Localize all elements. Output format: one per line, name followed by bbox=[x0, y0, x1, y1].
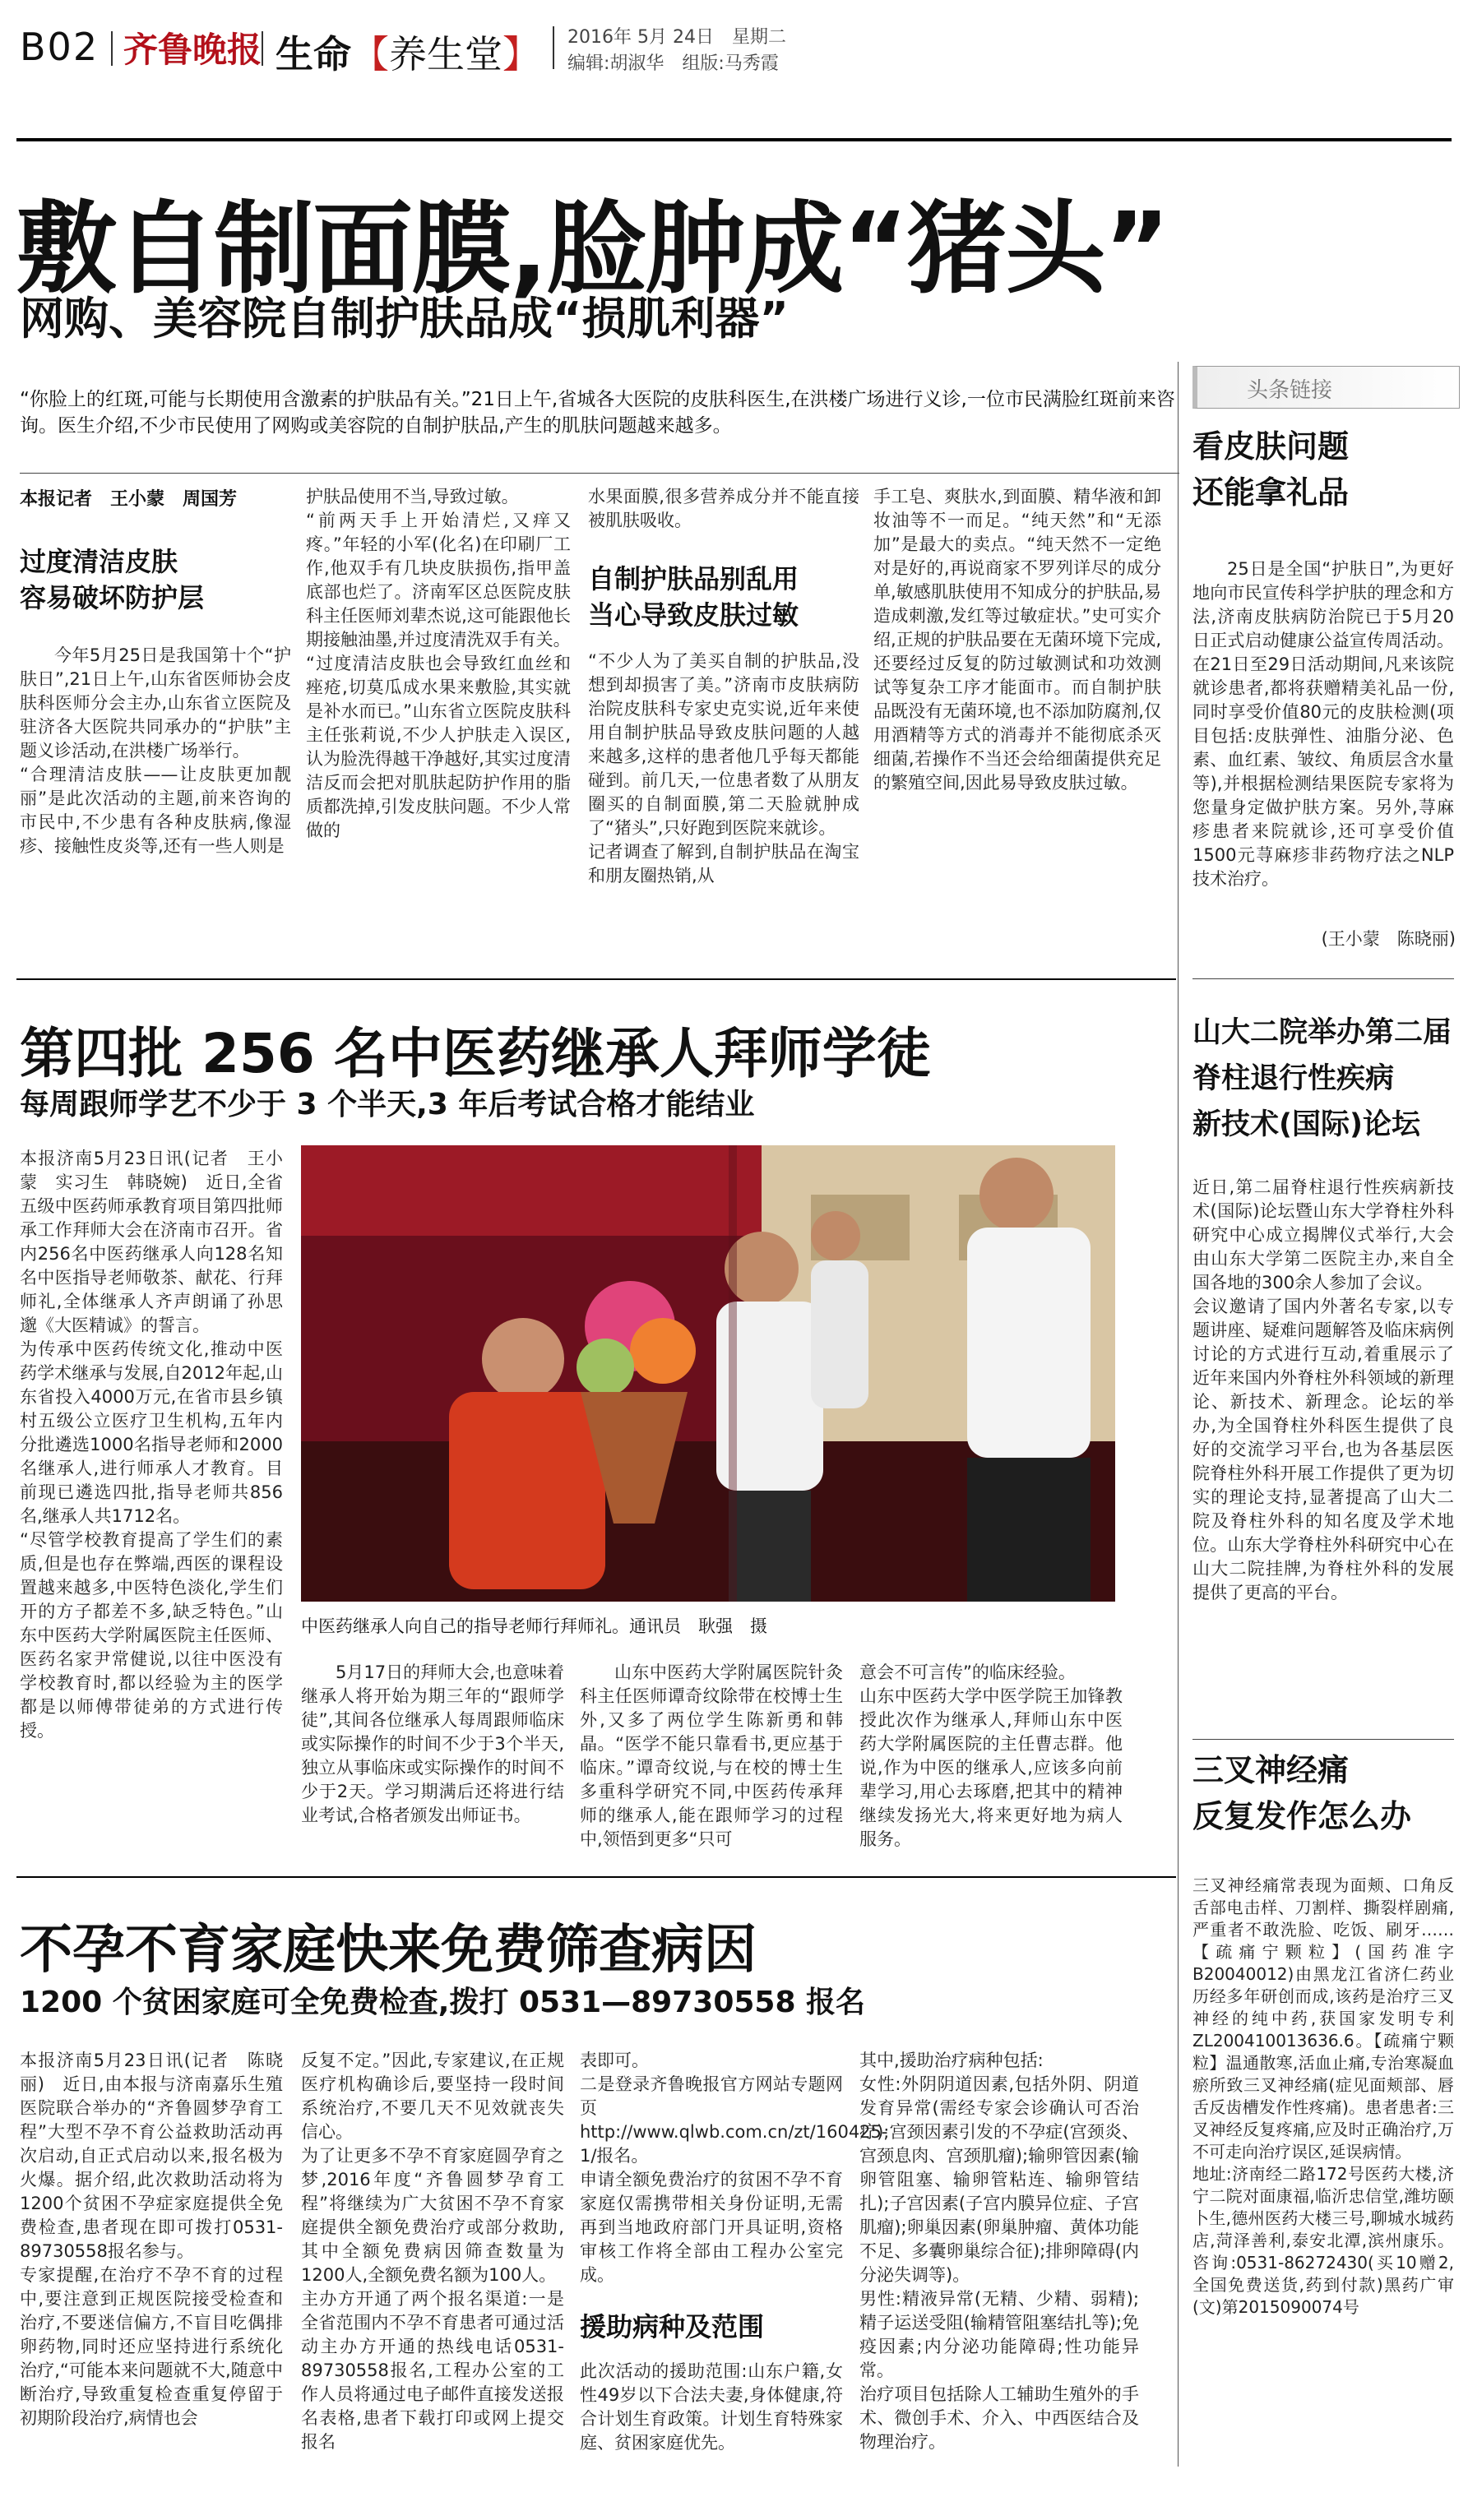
link-sticker bbox=[1192, 366, 1460, 409]
header-divider bbox=[553, 26, 554, 69]
story1-col3-text-a: 水果面膜,很多营养成分并不能直接被肌肤吸收。 bbox=[588, 487, 859, 530]
story2-headline: 第四批 256 名中医药继承人拜师学徒 bbox=[20, 1022, 931, 1085]
story1-subhead1: 过度清洁皮肤 容易破坏防护层 bbox=[20, 546, 205, 613]
side3-body: 三叉神经痛常表现为面颊、口角反舌部电击样、刀割样、撕裂样剧痛,严重者不敢洗脸、吃饭、刷牙……【疏痛宁颗粒】(国药准字B20040012)由黑龙江省济仁药业历经多年研创而成,该药是治疗三叉神经的纯中药,获国家发明专利ZL200410013636.6。【疏痛宁颗粒】温通散寒,活血止痛,专治寒凝血瘀所致三叉神经痛(症见面颊部、唇舌反齿槽发作性疼痛)。患者患者:三叉神经反复疼痛,应及时正确治疗,万不可走向治疗误区,延误病情。 地址:济南经二路172号医药大楼,济宁二院对面康福,临沂忠信堂,潍坊颐卜生,德州医药大楼三号,聊城水城药店,菏泽善利,泰安北潭,滨州康乐。咨询:0531-86272430(买10赠2,全国免费送货,药到付款)黑药广审(文)第2015090074号 bbox=[1192, 1875, 1454, 2317]
page-number: B02 bbox=[20, 25, 100, 69]
story1-headline: 敷自制面膜,脸肿成“猪头” bbox=[16, 191, 1169, 307]
sticker-label: 头条链接 bbox=[1247, 378, 1333, 403]
section-name: 生命 bbox=[276, 32, 351, 76]
story3-col2-text: 反复不定。”因此,专家建议,在正规医疗机构确诊后,要坚持一段时间系统治疗,不要几天不见效就丧失信心。 为了让更多不孕不育家庭圆孕育之梦,2016年度“齐鲁圆梦孕育工程”将继续为广大贫困不孕不育家庭提供全额免费治疗或部分救助,其中全额免费病因筛查数量为1200人,全额免费名额为100人。 主办方开通了两个报名渠道:一是全省范围内不孕不育患者可通过活动主办方开通的热线电话0531-89730558报名,工程办公室的工作人员将通过电子邮件直接发送报名表格,患者下载打印或网上提交报名 bbox=[301, 2051, 564, 2452]
story3-col1-text: 本报济南5月23日讯(记者 陈晓丽) 近日,由本报与济南嘉乐生殖医院联合举办的“齐鲁圆梦孕育工程”大型不孕不育公益救助活动再次启动,自正式启动以来,报名极为火爆。据介绍,此次救助活动将为1200个贫困不孕症家庭提供全免费检查,患者现在即可拨打0531-89730558报名参与。 专家提醒,在治疗不孕不育的过程中,要注意到正规医院接受检查和治疗,不要迷信偏方,不盲目吃偶排卵药物,同时还应坚持进行系统化治疗,“可能本来问题就不大,随意中断治疗,导致重复检查重复停留于初期阶段治疗,病情也会 bbox=[20, 2051, 283, 2428]
issue-date: 2016年 5月 24日 星期二 bbox=[567, 27, 786, 48]
side-rule bbox=[1192, 978, 1454, 979]
section-subname: 养生堂 bbox=[389, 32, 502, 76]
story1-col3 bbox=[588, 485, 859, 888]
photo-caption: 中医药继承人向自己的指导老师行拜师礼。通讯员 耿强 摄 bbox=[301, 1616, 767, 1636]
story2-rule bbox=[16, 978, 1176, 980]
side2-title: 山大二院举办第二届 脊柱退行性疾病 新技术(国际)论坛 bbox=[1192, 1016, 1452, 1141]
story1-byline: 本报记者 王小蒙 周国芳 bbox=[20, 489, 238, 510]
story1-col3-text-b: “不少人为了美买自制的护肤品,没想到却损害了美。”济南市皮肤病防治院皮肤科专家史克实说,近年来使用自制护肤品导致皮肤问题的人越来越多,这样的患者他几乎每天都能碰到。前几天,一位患者数了从朋友圈买的自制面膜,第二天脸就肿成了“猪头”,只好跑到医院来就诊。 记者调查了解到,自制护肤品在淘宝和朋友圈热销,从 bbox=[588, 651, 859, 885]
header-rule bbox=[16, 138, 1452, 141]
page-header bbox=[0, 0, 1468, 82]
side3-title: 三叉神经痛 反复发作怎么办 bbox=[1192, 1752, 1412, 1834]
column-divider bbox=[1178, 362, 1179, 2467]
story1-subhead2: 自制护肤品别乱用 当心导致皮肤过敏 bbox=[588, 563, 799, 631]
lead-rule bbox=[20, 473, 1179, 474]
story2-subheadline: 每周跟师学艺不少于 3 个半天,3 年后考试合格才能结业 bbox=[20, 1088, 755, 1121]
story1-col1 bbox=[20, 485, 291, 858]
side-rule bbox=[1192, 1739, 1454, 1740]
story1-col2-text: 护肤品使用不当,导致过敏。 “前两天手上开始清烂,又痒又疼。”年轻的小军(化名)在印刷厂工作,他双手有几块皮肤损伤,指甲盖底部也烂了。济南军区总医院皮肤科主任医师刘辈杰说,这可能跟他长期接触油墨,并过度清洗双手有关。 “过度清洁皮肤也会导致红血丝和痤疮,切莫瓜成水果来敷脸,其实就是补水而已。”山东省立医院皮肤科主任张莉说,不少人护肤走入误区,认为脸洗得越干净越好,其实过度清洁反而会把对肌肤起防护作用的脂质都洗掉,引发皮肤问题。不少人常做的 bbox=[306, 487, 571, 840]
story1-col4-text: 手工皂、爽肤水,到面膜、精华液和卸妆油等不一而足。“纯天然”和“无添加”是最大的卖点。“纯天然不一定绝对是好的,再说商家不罗列详尽的成分单,敏感肌肤使用不知成分的护肤品,易造成刺激,发红等过敏症状。”史可实介绍,正规的护肤品要在无菌环境下完成,还要经过反复的防过敏测试和功效测试等复杂工序才能面市。而自制护肤品既没有无菌环境,也不添加防腐剂,仅用酒精等方式的消毒并不能彻底杀灭细菌,若操作不当还会给细菌提供充足的繁殖空间,因此易导致皮肤过敏。 bbox=[873, 487, 1161, 793]
section-title: 生命【养生堂】 bbox=[276, 32, 540, 76]
story3-col3-text-a: 表即可。 二是登录齐鲁晚报官方网站专题网页http://www.qlwb.com.cn/zt/160425-1/报名。 申请全额免费治疗的贫困不孕不育家庭仅需携带相关身份证明,无需再到当地政府部门开具证明,资格审核工作将全部由工程办公室完成。 bbox=[580, 2051, 888, 2285]
story2-col4-text: 意会不可言传”的临床经验。 山东中医药大学中医学院王加锋教授此次作为继承人,拜师山东中医药大学附属医院的主任曹志群。他说,作为中医的继承人,应该多向前辈学习,用心去琢磨,把其中的精神继续发扬光大,将来更好地为病人服务。 bbox=[859, 1662, 1123, 1849]
story2-col3-text: 山东中医药大学附属医院针灸科主任医师谭奇纹除带在校博士生外,又多了两位学生陈新勇和韩晶。“医学不能只靠看书,更应基于临床。”谭奇纹说,与在校的博士生多重科学研究不同,中医药传承拜师的继承人,能在跟师学习的过程中,领悟到更多“只可 bbox=[580, 1662, 843, 1849]
story3-subheadline: 1200 个贫困家庭可全免费检查,拨打 0531—89730558 报名 bbox=[20, 1986, 866, 2019]
header-divider bbox=[111, 31, 113, 66]
ceremony-photo bbox=[301, 1145, 1115, 1602]
newspaper-logo: 齐鲁晚报 bbox=[123, 30, 262, 70]
story1-subheadline: 网购、美容院自制护肤品成“损肌利器” bbox=[20, 293, 789, 344]
story2-col1-text: 本报济南5月23日讯(记者 王小蒙 实习生 韩晓婉) 近日,全省五级中医药师承教育项目第四批师承工作拜师大会在济南市召开。省内256名中医药继承人向128名知名中医指导老师敬茶、献花、行拜师礼,全体继承人齐声朗诵了孙思邈《大医精诚》的誓言。 为传承中医药传统文化,推动中医药学术继承与发展,自2012年起,山东省投入4000万元,在省市县乡镇村五级公立医疗卫生机构,五年内分批遴选1000名指导老师和2000名继承人,进行师承人才教育。目前现已遴选四批,指导老师共856名,继承人共1712名。 “尽管学校教育提高了学生们的素质,但是也存在弊端,西医的课程设置越来越多,中医特色淡化,学生们开的方子都差不多,缺乏特色。”山东中医药大学附属医院主任医师、医药名家尹常健说,以往中医没有学校教育时,都以经验为主的医学都是以师傅带徒弟的方式进行传授。 bbox=[20, 1149, 283, 1741]
header-divider bbox=[262, 31, 263, 66]
story3-subhead: 援助病种及范围 bbox=[580, 2311, 765, 2342]
story3-col4-text: 其中,援助治疗病种包括: 女性:外阴阴道因素,包括外阴、阴道发育异常(需经专家会诊确认可否治疗);宫颈因素引发的不孕症(宫颈炎、宫颈息肉、宫颈肌瘤);输卵管因素(输卵管阻塞、输卵管粘连、输卵管结扎);子宫因素(子宫内膜异位症、子宫肌瘤);卵巢因素(卵巢肿瘤、黄体功能不足、多囊卵巢综合征);排卵障碍(内分泌失调等)。 男性:精液异常(无精、少精、弱精);精子运送受阻(输精管阻塞结扎等);免疫因素;内分泌功能障碍;性功能异常。 治疗项目包括除人工辅助生殖外的手术、微创手术、介入、中西医结合及物理治疗。 bbox=[859, 2051, 1139, 2452]
story1-col1-text: 今年5月25日是我国第十个“护肤日”,21日上午,山东省医师协会皮肤科医师分会主办,山东省立医院及驻济各大医院共同承办的“护肤”主题义诊活动,在洪楼广场举行。 “合理清洁皮肤——让皮肤更加靓丽”是此次活动的主题,前来咨询的市民中,不少患有各种皮肤病,像湿疹、接触性皮炎等,还有一些人则是 bbox=[20, 645, 291, 856]
story3-col3-text-b: 此次活动的援助范围:山东户籍,女性49岁以下合法夫妻,身体健康,符合计划生育政策。计划生育特殊家庭、贫困家庭优先。 bbox=[580, 2361, 843, 2453]
side1-title: 看皮肤问题 还能拿礼品 bbox=[1192, 428, 1350, 511]
side1-byline: (王小蒙 陈晓丽) bbox=[1321, 929, 1456, 949]
story1-lead: “你脸上的红斑,可能与长期使用含激素的护肤品有关。”21日上午,省城各大医院的皮肤科医生,在洪楼广场进行义诊,一位市民满脸红斑前来咨询。医生介绍,不少市民使用了网购或美容院的自制护肤品,产生的肌肤问题越来越多。 bbox=[20, 389, 1175, 437]
story3-rule bbox=[16, 1876, 1176, 1878]
story2-col2-text: 5月17日的拜师大会,也意味着继承人将开始为期三年的“跟师学徒”,其间各位继承人每周跟师临床或实际操作的时间不少于3个半天,独立从事临床或实际操作的时间不少于2天。学习期满后还将进行结业考试,合格者颁发出师证书。 bbox=[301, 1662, 564, 1825]
ceremony-photo-illustration bbox=[301, 1145, 1115, 1602]
side1-body: 25日是全国“护肤日”,为更好地向市民宣传科学护肤的理念和方法,济南皮肤病防治院已于5月20日正式启动健康公益宣传周活动。在21日至29日活动期间,凡来该院就诊患者,都将获赠精美礼品一份,同时享受价值80元的皮肤检测(项目包括:皮肤弹性、油脂分泌、色素、血红素、皱纹、角质层含水量等),并根据检测结果医院专家将为您量身定做护肤方案。另外,荨麻疹患者来院就诊,还可享受价值1500元荨麻疹非药物疗法之NLP技术治疗。 bbox=[1192, 559, 1454, 889]
story3-headline: 不孕不育家庭快来免费筛查病因 bbox=[20, 1920, 757, 1981]
side2-body: 近日,第二届脊柱退行性疾病新技术(国际)论坛暨山东大学脊柱外科研究中心成立揭牌仪式举行,大会由山东大学第二医院主办,来自全国各地的300余人参加了会议。 会议邀请了国内外著名专家,以专题讲座、疑难问题解答及临床病例讨论的方式进行互动,着重展示了近年来国内外脊柱外科领域的新理论、新技术、新理念。论坛的举办,为全国脊柱外科医生提供了良好的交流学习平台,也为各基层医院脊柱外科开展工作提供了更为切实的理论支持,显著提高了山大二院及脊柱外科的知名度及学术地位。山东大学脊柱外科研究中心在山大二院挂牌,为脊柱外科的发展提供了更高的平台。 bbox=[1192, 1177, 1454, 1602]
story3-col3 bbox=[580, 2049, 888, 2455]
editors-line: 编辑:胡淑华 组版:马秀霞 bbox=[567, 53, 779, 74]
